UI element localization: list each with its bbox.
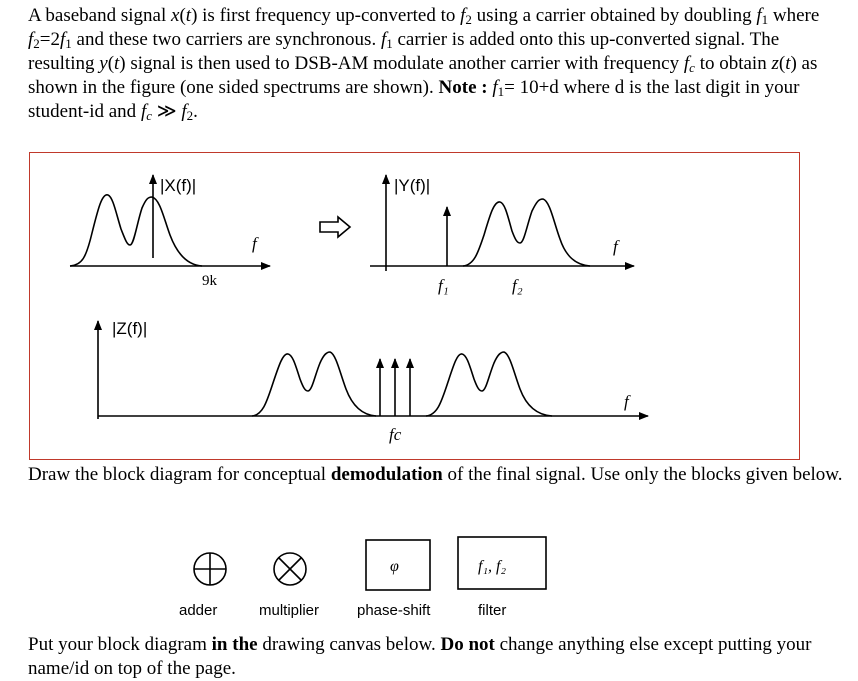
x-spectrum-label: |X(f)| bbox=[160, 176, 197, 195]
tick-f2: f₂ bbox=[512, 276, 523, 295]
spectrum-svg bbox=[30, 153, 801, 461]
z-spectrum-label: |Z(f)| bbox=[112, 319, 148, 338]
tick-9k: 9k bbox=[202, 273, 217, 289]
y-spectrum-curve bbox=[463, 199, 590, 266]
filter-label: filter bbox=[478, 602, 507, 619]
y-spectrum-label: |Y(f)| bbox=[394, 176, 431, 195]
draw-instruction: Draw the block diagram for conceptual demodulation of the final signal. Use only the blocks given below. bbox=[28, 464, 843, 485]
tick-f1: f₁ bbox=[438, 276, 449, 295]
adder-icon bbox=[194, 553, 226, 585]
tick-fc: fc bbox=[389, 425, 402, 444]
phase-shift-label: phase-shift bbox=[357, 602, 431, 619]
implies-arrow bbox=[320, 217, 350, 237]
final-instruction: Put your block diagram in the drawing canvas below. Do not change anything else except putting your name/id on top of the page. bbox=[28, 634, 812, 679]
phase-symbol: φ bbox=[390, 558, 399, 575]
problem-statement: A baseband signal x(t) is first frequency up-converted to $f_2$ using a carrier obtained by doubling $f_1$ where $f_2=2f_1$ and these two carriers are synchronous. $f_1$ carrier is added onto this up-converted signal. The resulting y(t) signal is then used to DSB-AM modulate another carrier with frequency $f_c$ to obtain z(t) as shown in the figure (one sided spectrums are shown). Note : $f_1= 10+d$ where d is the last digit in your student-id and $f_c$ ≫ $f_2$. bbox=[28, 5, 820, 123]
y-f-axis-label: f bbox=[613, 237, 618, 256]
multiplier-label: multiplier bbox=[259, 602, 320, 619]
z-spectrum-plot bbox=[98, 321, 648, 419]
x-spectrum-curve bbox=[70, 195, 202, 266]
multiplier-icon bbox=[274, 553, 306, 585]
filter-symbol: f₁, f₂ bbox=[478, 558, 507, 575]
z-lower-sideband-curve bbox=[252, 352, 376, 416]
spectrum-figure bbox=[29, 152, 800, 460]
adder-label: adder bbox=[179, 602, 218, 619]
z-upper-sideband-curve bbox=[426, 352, 552, 416]
filter-block bbox=[458, 537, 546, 589]
z-f-axis-label: f bbox=[624, 392, 629, 411]
phase-shift-block bbox=[366, 540, 430, 590]
x-f-axis-label: f bbox=[252, 234, 257, 253]
